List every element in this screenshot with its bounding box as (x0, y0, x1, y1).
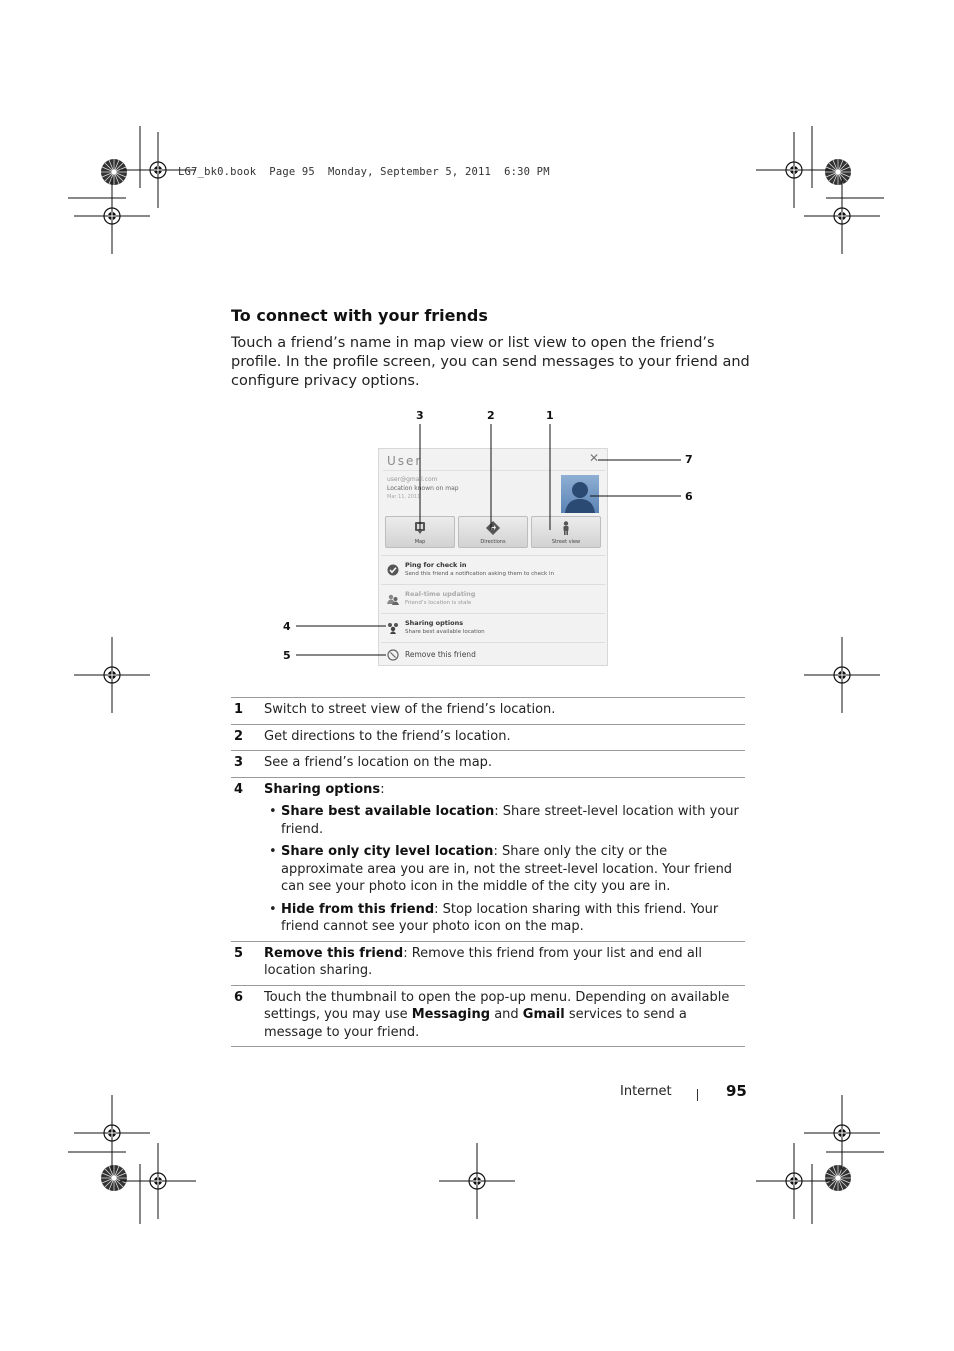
callout-2: 2 (487, 409, 495, 422)
row-text: : Remove this friend from your list and end all location sharing. (264, 945, 703, 978)
row-number: 6 (234, 989, 244, 1005)
bold-term: Hide from this friend (281, 901, 435, 917)
location-status: Location known on map (387, 485, 459, 492)
map-button-label: Map (414, 539, 426, 545)
table-row (231, 724, 745, 751)
table-row (231, 941, 745, 985)
callout-7: 7 (685, 453, 693, 466)
bold-term: Gmail (522, 1007, 565, 1022)
row-text: Touch the thumbnail to open the pop-up menu. Depending on available settings, you may use (264, 989, 730, 1022)
row-content (264, 778, 745, 941)
row-text: services to send a message to your friend. (264, 1007, 687, 1040)
row-number: 4 (234, 781, 244, 797)
real-time-description: Friend’s location is stale (405, 600, 472, 606)
sharing-options-description: Share best available location (405, 629, 485, 635)
item-text: : Share street-level location with your friend. (281, 804, 739, 837)
sharing-options-title: Sharing options (405, 619, 464, 627)
row-content (264, 986, 745, 1047)
table-row (231, 985, 745, 1048)
row-number: 5 (234, 945, 244, 961)
callout-5: 5 (283, 649, 291, 662)
friend-email: user@gmail.com (387, 476, 438, 483)
row-content (264, 942, 745, 985)
remove-friend-label: Remove this friend (405, 650, 476, 659)
bold-term: Sharing options (264, 781, 381, 797)
intro-line: configure privacy options. (231, 373, 420, 389)
table-row (231, 750, 745, 777)
footer-divider (697, 1089, 698, 1101)
callout-table (231, 697, 745, 1047)
row-text: and (490, 1007, 523, 1022)
street-view-button-label: Street view (551, 539, 581, 545)
callout-4: 4 (283, 620, 291, 633)
list-item (264, 901, 745, 936)
location-date: Mar 11, 2011 (387, 494, 421, 500)
ping-title: Ping for check in (405, 561, 467, 569)
directions-button-label: Directions (480, 539, 506, 545)
item-text: : Stop location sharing with this friend. Your friend cannot see your photo icon on the map. (281, 901, 719, 934)
page-number: 95 (726, 1082, 747, 1100)
row-text: See a friend’s location on the map. (264, 755, 493, 770)
callout-6: 6 (685, 490, 693, 503)
ping-description: Send this friend a notification asking them to check in (405, 571, 554, 577)
real-time-title: Real-time updating (405, 590, 476, 598)
sharing-options-heading (264, 781, 745, 799)
table-row (231, 777, 745, 941)
row-text: Switch to street view of the friend’s location. (264, 702, 556, 717)
intro-line: profile. In the profile screen, you can send messages to your friend and (231, 354, 750, 370)
row-number: 1 (234, 702, 244, 717)
callout-1: 1 (546, 409, 554, 422)
row-number: 3 (234, 755, 244, 770)
bold-term: Remove this friend (264, 945, 404, 961)
print-header: LG7_bk0.book Page 95 Monday, September 5, 2011 6:30 PM (178, 166, 550, 178)
list-item (264, 803, 745, 838)
row-number: 2 (234, 728, 244, 744)
list-item (264, 843, 745, 896)
bold-term: Share best available location (281, 804, 495, 819)
intro-line: Touch a friend’s name in map view or list view to open the friend’s (231, 335, 715, 351)
profile-title: User (387, 454, 423, 468)
bold-term: Share only city level location (281, 844, 494, 859)
bold-term: Messaging (411, 1007, 491, 1022)
table-row (231, 697, 745, 724)
item-text: : Share only the city or the approximate area you are in, not the street-level location. Your friend can see your photo icon in the middle of the city you are in. (281, 844, 733, 894)
section-title: To connect with your friends (231, 306, 488, 325)
heading-suffix: : (380, 781, 385, 797)
close-icon[interactable]: ✕ (589, 451, 600, 465)
callout-3: 3 (416, 409, 424, 422)
row-text: Get directions to the friend’s location. (264, 728, 511, 744)
footer-section-name: Internet (620, 1084, 672, 1099)
